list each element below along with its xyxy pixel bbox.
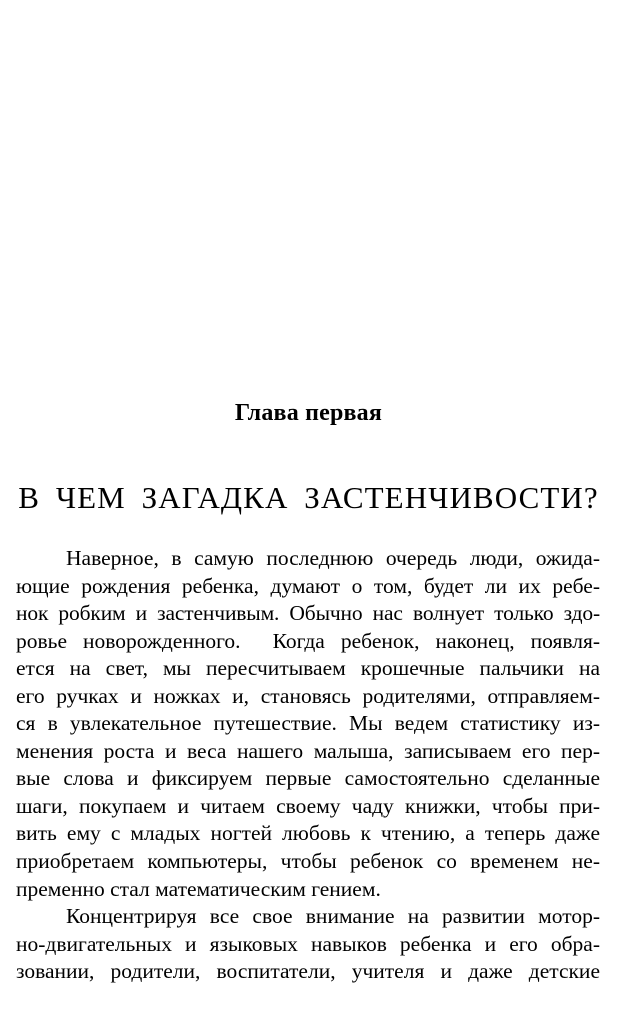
text-line: вые слова и фиксируем первые самостоятельно сделанные	[16, 766, 600, 791]
text-line: зовании, родители, воспитатели, учителя и даже детские	[16, 959, 600, 984]
text-line: ющие рождения ребенка, думают о том, будет ли их ребе-	[16, 573, 600, 598]
text-line: вить ему с младых ногтей любовь к чтению, а теперь даже	[16, 821, 600, 846]
text-line: но-двигательных и языковых навыков ребенка и его обра-	[16, 931, 600, 956]
text-line: ется на свет, мы пересчитываем крошечные пальчики на	[16, 656, 600, 681]
text-line: его ручках и ножках и, становясь родителями, отправляем-	[16, 683, 600, 708]
paragraph	[16, 545, 600, 903]
text-line: ся в увлекательное путешествие. Мы ведем статистику из-	[16, 711, 600, 736]
chapter-label: Глава первая	[234, 400, 383, 426]
text-line: Наверное, в самую последнюю очередь люди, ожида-	[66, 546, 600, 570]
paragraph	[16, 903, 600, 986]
body-text	[0, 545, 617, 986]
text-line: пременно стал математическим гением.	[16, 876, 381, 901]
chapter-title: В ЧЕМ ЗАГАДКА ЗАСТЕНЧИВОСТИ?	[18, 480, 599, 515]
text-line: Концентрируя все свое внимание на развитии мотор-	[66, 904, 600, 929]
text-line: ровье новорожденного. Когда ребенок, наконец, появля-	[16, 628, 600, 653]
text-line: нок робким и застенчивым. Обычно нас волнует только здо-	[16, 601, 600, 626]
text-line: шаги, покупаем и читаем своему чаду книжки, чтобы при-	[16, 793, 600, 818]
text-line: приобретаем компьютеры, чтобы ребенок со временем не-	[16, 849, 600, 874]
text-line: менения роста и веса нашего малыша, записываем его пер-	[16, 738, 600, 763]
top-margin-whitespace	[0, 0, 617, 398]
